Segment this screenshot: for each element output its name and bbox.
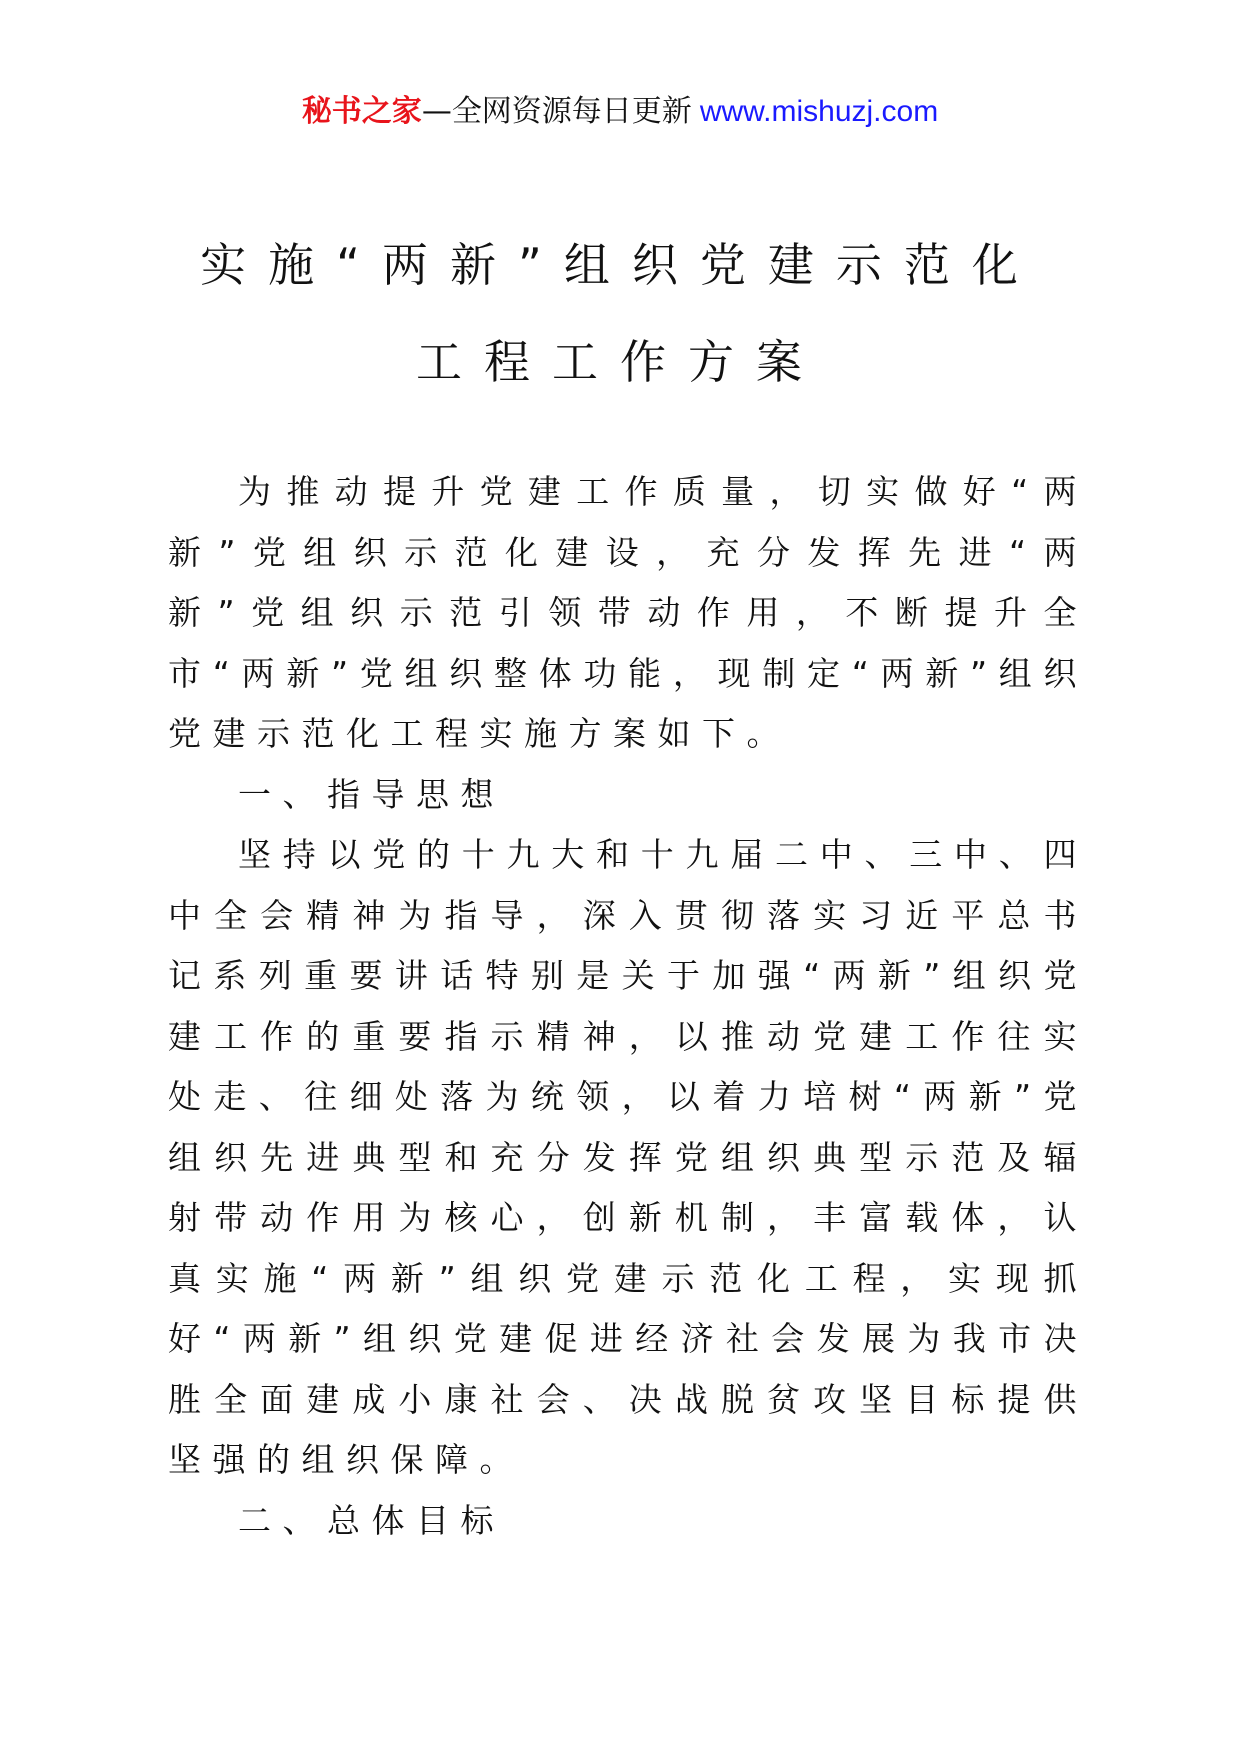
section-heading-guiding-thought: 一、指导思想 — [238, 774, 505, 814]
guiding-thought-paragraph: 坚持以党的十九大和十九届二中、三中、四中全会精神为指导，深入贯彻落实习近平总书记系列重要讲话特别是关于加强“两新”组织党建工作的重要指示精神，以推动党建工作往实处走、往细处落为统领，以着力培树“两新”党组织先进典型和充分发挥党组织典型示范及辐射带动作用为核心，创新机制，丰富载体，认真实施“两新”组织党建示范化工程，实现抓好“两新”组织党建促进经济社会发展为我市决胜全面建成小康社会、决战脱贫攻坚目标提供坚强的组织保障。 — [168, 835, 1088, 1479]
brand-name: 秘书之家 — [301, 94, 422, 129]
intro-paragraph: 为推动提升党建工作质量，切实做好“两新”党组织示范化建设，充分发挥先进“两新”党组织示范引领带动作用，不断提升全市“两新”党组织整体功能，现制定“两新”组织党建示范化工程实施方案如下。 — [168, 472, 1088, 753]
site-url-link[interactable]: www.mishuzj.com — [699, 95, 939, 128]
document-title-line-2: 工程工作方案 — [416, 335, 824, 389]
document-title-line-1: 实施“两新”组织党建示范化 — [200, 238, 1040, 292]
site-header — [0, 92, 1240, 132]
document-body — [168, 462, 1088, 1551]
section-heading-overall-goal: 二、总体目标 — [238, 1500, 505, 1540]
header-slogan: —全网资源每日更新 — [421, 94, 692, 129]
